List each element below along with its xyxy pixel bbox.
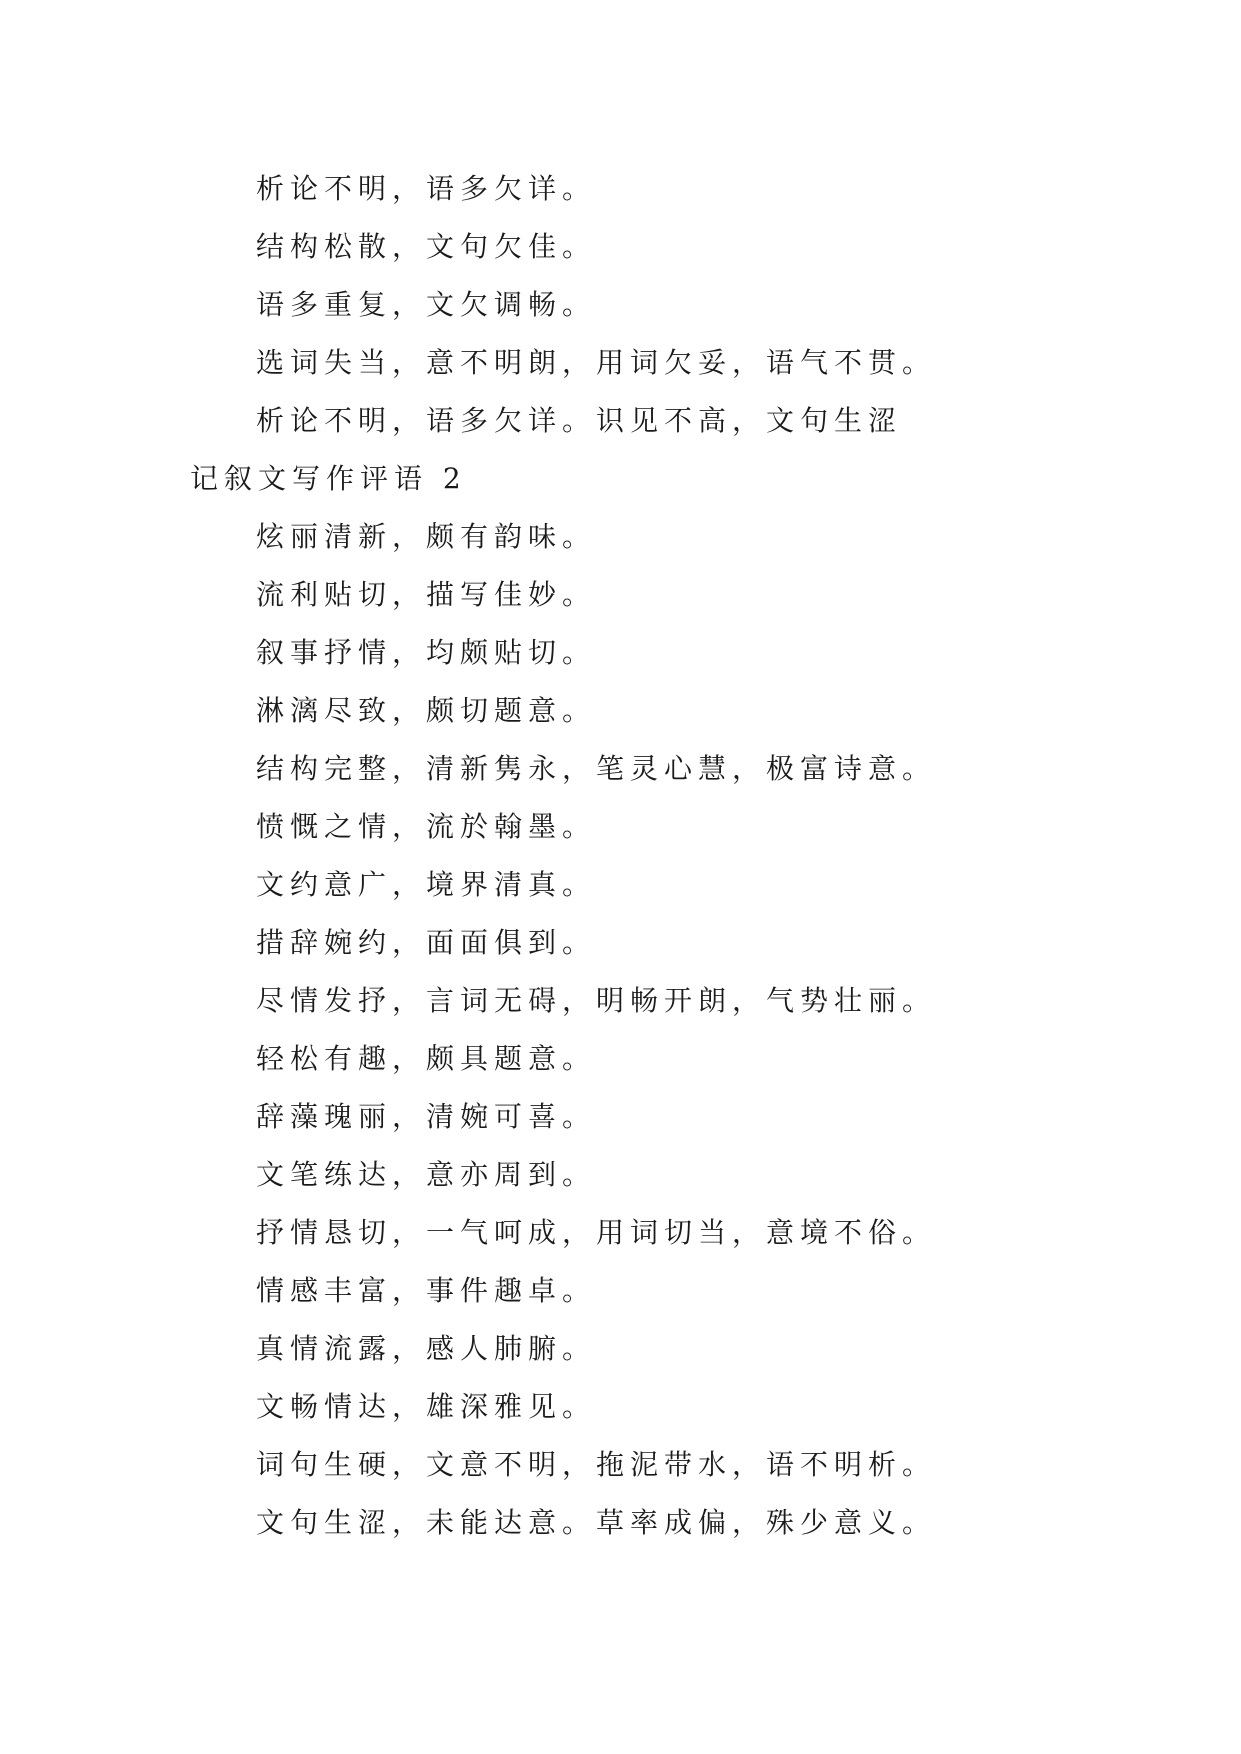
paragraph-line: 文笔练达，意亦周到。 xyxy=(256,1158,597,1191)
paragraph-line: 愤慨之情，流於翰墨。 xyxy=(256,810,597,843)
document-body xyxy=(190,160,1090,1552)
paragraph-line: 辞藻瑰丽，清婉可喜。 xyxy=(256,1100,597,1133)
paragraph-line: 文畅情达，雄深雅见。 xyxy=(256,1390,597,1423)
paragraph-line: 结构完整，清新隽永，笔灵心慧，极富诗意。 xyxy=(256,752,937,785)
paragraph-line: 措辞婉约，面面俱到。 xyxy=(256,926,597,959)
paragraph-line: 叙事抒情，均颇贴切。 xyxy=(256,636,597,669)
paragraph-line: 语多重复，文欠调畅。 xyxy=(256,288,597,321)
paragraph-line: 尽情发抒，言词无碍，明畅开朗，气势壮丽。 xyxy=(256,984,937,1017)
paragraph-line: 淋漓尽致，颇切题意。 xyxy=(256,694,597,727)
paragraph-line: 流利贴切，描写佳妙。 xyxy=(256,578,597,611)
paragraph-line: 析论不明，语多欠详。识见不高，文句生涩 xyxy=(256,404,903,437)
section-heading: 记叙文写作评语 2 xyxy=(190,462,467,495)
paragraph-line: 真情流露，感人肺腑。 xyxy=(256,1332,597,1365)
paragraph-line: 文约意广，境界清真。 xyxy=(256,868,597,901)
paragraph-line: 文句生涩，未能达意。草率成偏，殊少意义。 xyxy=(256,1506,937,1539)
paragraph-line: 词句生硬，文意不明，拖泥带水，语不明析。 xyxy=(256,1448,937,1481)
paragraph-line: 情感丰富，事件趣卓。 xyxy=(256,1274,597,1307)
paragraph-line: 选词失当，意不明朗，用词欠妥，语气不贯。 xyxy=(256,346,937,379)
paragraph-line: 结构松散，文句欠佳。 xyxy=(256,230,597,263)
paragraph-line: 轻松有趣，颇具题意。 xyxy=(256,1042,597,1075)
paragraph-line: 抒情恳切，一气呵成，用词切当，意境不俗。 xyxy=(256,1216,937,1249)
paragraph-line: 炫丽清新，颇有韵味。 xyxy=(256,520,597,553)
paragraph-line: 析论不明，语多欠详。 xyxy=(256,172,597,205)
